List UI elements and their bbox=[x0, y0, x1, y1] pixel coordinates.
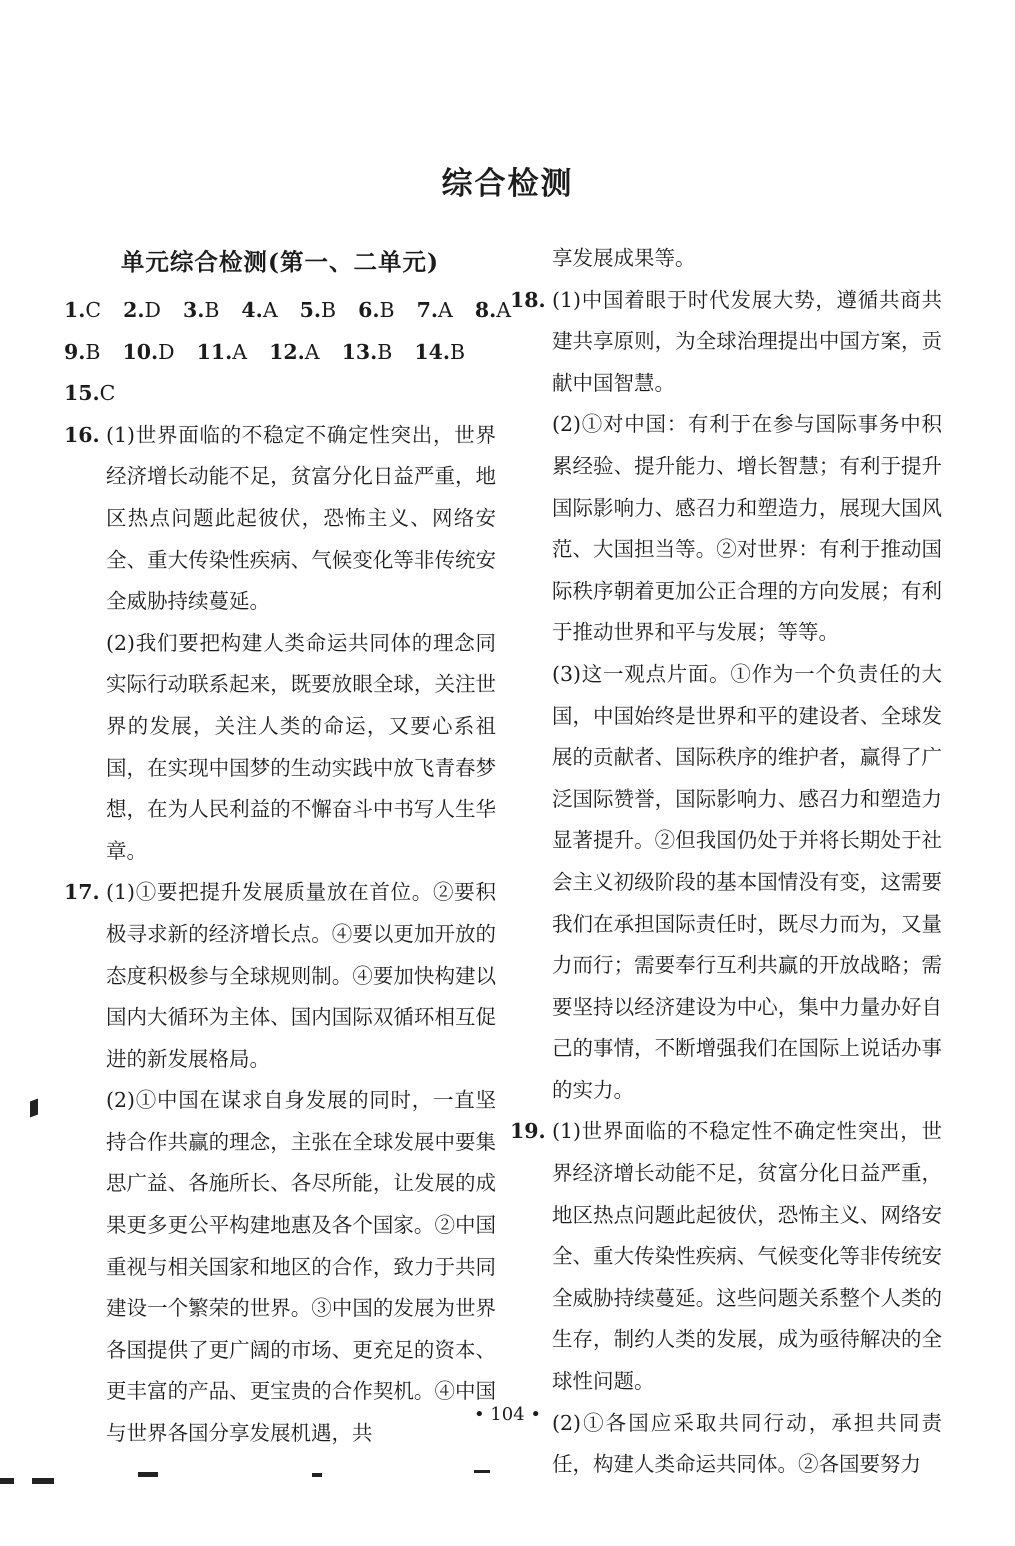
answer-item: 13.B bbox=[341, 339, 393, 364]
scan-mark bbox=[32, 1478, 54, 1484]
answer-item: 3.B bbox=[182, 298, 220, 322]
question-16 bbox=[64, 415, 496, 873]
answer-row bbox=[64, 332, 496, 374]
answer-paragraph: (1)中国着眼于时代发展大势，遵循共商共建共享原则，为全球治理提出中国方案，贡献中国智慧。 bbox=[552, 287, 942, 395]
answer-row bbox=[64, 290, 512, 332]
question-number: 17. bbox=[64, 880, 100, 905]
answer-paragraph: (2)①中国在谋求自身发展的同时，一直坚持合作共赢的理念，主张在全球发展中要集思广益、各施所长、各尽所能，让发展的成果更多更公平构建地惠及各个国家。②中国重视与相关国家和地区的合作，致力于共同建设一个繁荣的世界。③中国的发展为世界各国提供了更广阔的市场、更充足的资本、更丰富的产品、更宝贵的合作契机。④中国与世界各国分享发展机遇，共 bbox=[106, 1088, 496, 1446]
answer-item: 14.B bbox=[414, 339, 466, 364]
answer-item: 4.A bbox=[241, 298, 278, 322]
answer-row bbox=[64, 373, 496, 415]
answer-item: 5.B bbox=[299, 298, 337, 322]
scan-mark bbox=[312, 1473, 322, 1477]
answer-item: 8.A bbox=[474, 298, 512, 322]
answer-paragraph: (2)①各国应采取共同行动，承担共同责任，构建人类命运共同体。②各国要努力 bbox=[552, 1410, 942, 1477]
answer-paragraph: (1)世界面临的不稳定性不确定性突出，世界经济增长动能不足，贫富分化日益严重，地区热点问题此起彼伏，恐怖主义、网络安全、重大传染性疾病、气候变化等非传统安全威胁持续蔓延。这些问题关系整个人类的生存，制约人类的发展，成为亟待解决的全球性问题。 bbox=[552, 1119, 942, 1394]
section-title: 单元综合检测(第一、二单元) bbox=[120, 248, 440, 276]
answer-paragraph: (1)世界面临的不稳定不确定性突出，世界经济增长动能不足，贫富分化日益严重，地区热点问题此起彼伏，恐怖主义、网络安全、重大传染性疾病、气候变化等非传统安全威胁持续蔓延。 bbox=[106, 422, 496, 614]
right-column bbox=[510, 238, 942, 1486]
page-title: 综合检测 bbox=[441, 166, 574, 202]
scan-mark bbox=[30, 1099, 38, 1118]
page-number: • 104 • bbox=[473, 1404, 542, 1425]
answer-item: 2.D bbox=[123, 298, 161, 322]
question-17 bbox=[64, 872, 496, 1454]
answer-item: 12.A bbox=[269, 339, 320, 364]
answer-item: 7.A bbox=[416, 298, 453, 322]
question-18 bbox=[510, 280, 942, 1112]
scan-mark bbox=[0, 1478, 14, 1484]
answer-item: 11.A bbox=[196, 339, 248, 364]
answer-paragraph: (3)这一观点片面。①作为一个负责任的大国，中国始终是世界和平的建设者、全球发展的贡献者、国际秩序的维护者，赢得了广泛国际赞誉，国际影响力、感召力和塑造力显著提升。②但我国仍处于并将长期处于社会主义初级阶段的基本国情没有变，这需要我们在承担国际责任时，既尽力而为，又量力而行；需要奉行互利共赢的开放战略；需要坚持以经济建设为中心，集中力量办好自己的事情，不断增强我们在国际上说话办事的实力。 bbox=[552, 661, 942, 1102]
answer-item: 10.D bbox=[122, 339, 175, 364]
scan-mark bbox=[474, 1470, 490, 1473]
answer-item: 6.B bbox=[358, 298, 395, 322]
answer-item: 15.C bbox=[64, 381, 116, 406]
question-19 bbox=[510, 1111, 942, 1485]
question-17-continued bbox=[510, 238, 942, 280]
answer-paragraph: (2)①对中国：有利于在参与国际事务中积累经验、提升能力、增长智慧；有利于提升国际影响力、感召力和塑造力，展现大国风范、大国担当等。②对世界：有利于推动国际秩序朝着更加公正合理的方向发展；有利于推动世界和平与发展；等等。 bbox=[552, 412, 942, 645]
answer-item: 9.B bbox=[64, 339, 101, 364]
question-number: 18. bbox=[510, 287, 546, 312]
scan-mark bbox=[138, 1472, 158, 1477]
question-number: 19. bbox=[510, 1119, 546, 1144]
answer-paragraph: 享发展成果等。 bbox=[552, 246, 696, 270]
answer-paragraph: (2)我们要把构建人类命运共同体的理念同实际行动联系起来，既要放眼全球，关注世界的发展，关注人类的命运，又要心系祖国，在实现中国梦的生动实践中放飞青春梦想，在为人民利益的不懈奋斗中书写人生华章。 bbox=[106, 630, 496, 863]
answer-item: 1.C bbox=[64, 298, 102, 322]
answer-paragraph: (1)①要把提升发展质量放在首位。②要积极寻求新的经济增长点。④要以更加开放的态度积极参与全球规则制。④要加快构建以国内大循环为主体、国内国际双循环相互促进的新发展格局。 bbox=[106, 880, 496, 1071]
question-number: 16. bbox=[64, 422, 100, 447]
